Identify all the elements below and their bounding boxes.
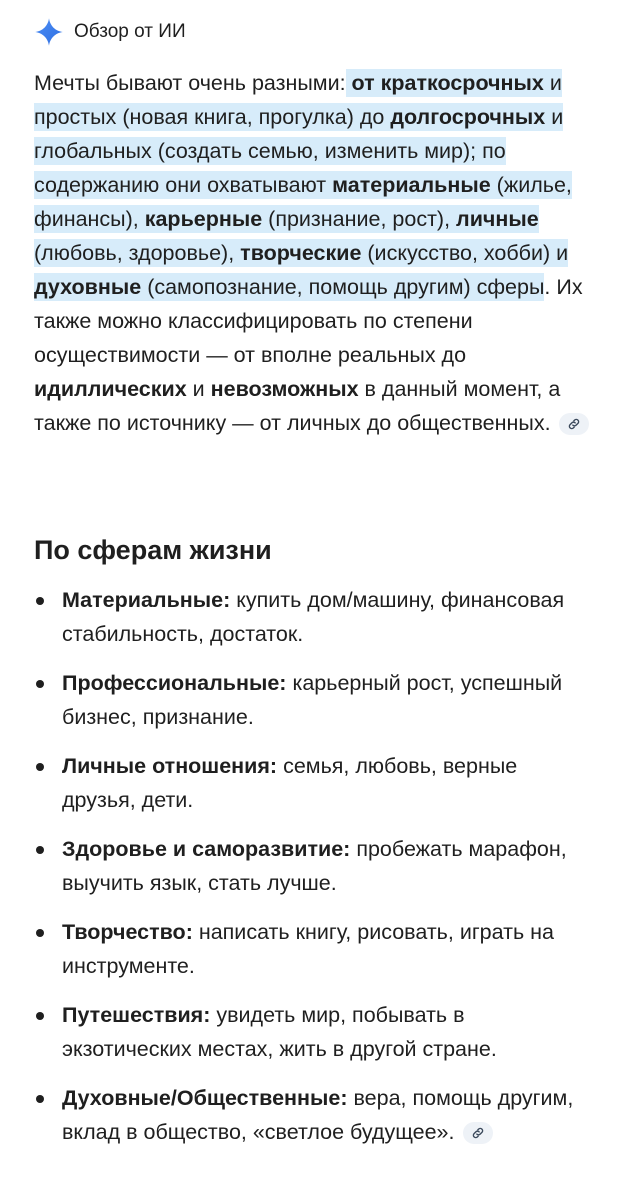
ai-overview-title: Обзор от ИИ (74, 21, 186, 42)
intro-rest-3: в данный момент, а также по источнику — от личных до общественных. (34, 377, 561, 435)
intro-lead: Мечты бывают очень разными: (34, 71, 346, 95)
gemini-sparkle-icon (34, 17, 64, 47)
spheres-list (34, 583, 594, 1164)
list-item: Духовные/Общественные: вера, помощь другим, вклад в общество, «светлое будущее». (34, 1081, 594, 1149)
term-spiritual: духовные (34, 275, 142, 299)
list-item: Творчество: написать книгу, рисовать, играть на инструменте. (34, 915, 594, 983)
intro-paragraph (34, 66, 594, 440)
term-personal: личные (456, 207, 539, 231)
link-icon (471, 1126, 485, 1140)
term-career: карьерные (144, 207, 263, 231)
list-item: Личные отношения: семья, любовь, верные друзья, дети. (34, 749, 594, 817)
term-long-term: долгосрочных (390, 105, 546, 129)
source-link-button[interactable] (559, 413, 589, 435)
source-link-button[interactable] (463, 1122, 493, 1144)
link-icon (567, 417, 581, 431)
list-item: Путешествия: увидеть мир, побывать в экзотических местах, жить в другой стране. (34, 998, 594, 1066)
ai-overview-header (34, 14, 186, 50)
intro-highlight: от краткосрочных и простых (новая книга, прогулка) до долгосрочных и глобальных (создать семью, изменить мир); по содержанию они охватывают материальные (жилье, финансы), карьерные (признание, рост), личные (любовь, здоровье), творческие (искусство, хобби) и духовные (самопознание, помощь другим) сферы (34, 71, 572, 299)
term-impossible: невозможных (210, 377, 359, 401)
intro-rest-2: и (186, 377, 211, 401)
term-creative: творческие (240, 241, 362, 265)
term-material: материальные (332, 173, 491, 197)
list-item: Профессиональные: карьерный рост, успешный бизнес, признание. (34, 666, 594, 734)
term-idyllic: идиллических (34, 377, 187, 401)
term-short-long: от краткосрочных (351, 71, 544, 95)
section-title: По сферам жизни (34, 535, 272, 565)
list-item: Материальные: купить дом/машину, финансовая стабильность, достаток. (34, 583, 594, 651)
list-item: Здоровье и саморазвитие: пробежать марафон, выучить язык, стать лучше. (34, 832, 594, 900)
intro-rest-1: . Их также можно классифицировать по степени осуществимости — от вполне реальных до (34, 275, 583, 367)
